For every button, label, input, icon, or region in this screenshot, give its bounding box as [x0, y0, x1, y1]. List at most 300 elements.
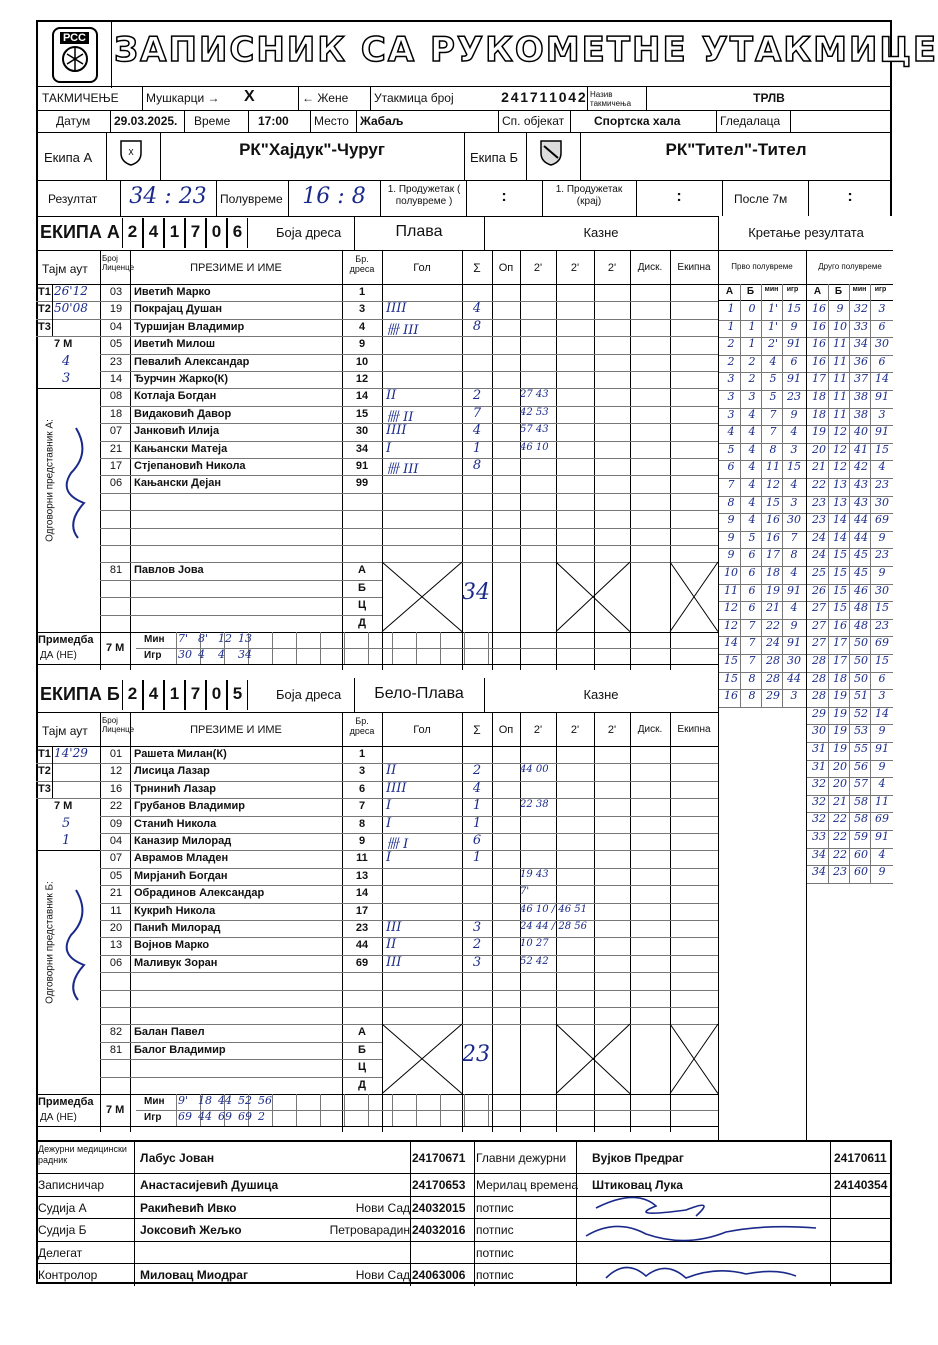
progress-cell: 6	[878, 671, 886, 685]
progress-cell: 15	[724, 654, 738, 667]
note-min-value: 56	[258, 1094, 272, 1107]
note-min-label: Мин	[144, 1096, 165, 1107]
license-number: 06	[109, 477, 123, 490]
progress-cell: 23	[875, 548, 889, 562]
goal-sum: 4	[472, 780, 482, 796]
progress-cell: 15	[787, 302, 801, 315]
progress-cell: 9	[727, 530, 735, 544]
player-row[interactable]	[36, 458, 718, 475]
note-igr-label: Игр	[144, 650, 162, 661]
player-name: Аврамов Младен	[134, 852, 229, 865]
note-label: Примедба	[38, 1096, 94, 1108]
progress-cell: 11	[766, 460, 780, 474]
official-name: Павлов Јова	[134, 564, 204, 577]
note-min-value: 44	[218, 1094, 232, 1107]
goal-sum: 2	[472, 937, 482, 953]
match-number-digit: 1	[539, 89, 548, 105]
progress-cell: 50	[854, 654, 868, 667]
player-row[interactable]	[36, 354, 718, 371]
progress-cell: 4	[769, 354, 777, 368]
license-number: 06	[109, 956, 123, 969]
progress-cell: 11	[833, 372, 847, 386]
progress-cell: 32	[854, 302, 868, 315]
official-role: Делегат	[38, 1245, 83, 1260]
progress-cell: 4	[748, 513, 756, 527]
score-progress-table	[718, 216, 892, 1140]
jersey-number: 3	[358, 303, 366, 316]
progress-col-igr: игр	[874, 286, 887, 293]
official-role: Б	[358, 581, 366, 594]
progress-cell: 4	[748, 442, 756, 456]
progress-cell: 2	[748, 354, 756, 368]
progress-cell: 26	[812, 583, 826, 597]
match-number-digit: 1	[520, 89, 529, 105]
progress-cell: 7	[727, 478, 735, 491]
progress-cell: 19	[833, 724, 847, 738]
progress-cell: 52	[854, 706, 868, 720]
progress-cell: 17	[833, 654, 847, 667]
player-row[interactable]	[36, 746, 718, 763]
jersey-number: 12	[355, 373, 369, 385]
date-label: Датум	[56, 114, 91, 128]
men-option: Мушкарци →	[146, 91, 220, 105]
progress-cell: 14	[833, 530, 847, 544]
player-name: Иветић Марко	[134, 286, 211, 298]
progress-cell: 27	[812, 636, 826, 650]
progress-cell: 1	[727, 302, 735, 315]
two-min-header: 2'	[533, 724, 543, 736]
license-number: 07	[109, 852, 123, 865]
player-name: Ђурчин Жарко(К)	[134, 373, 229, 385]
goal-sum: 1	[472, 440, 482, 456]
official-city: Петроварадин	[329, 1223, 410, 1237]
progress-cell: 38	[854, 390, 868, 403]
yes-no-label[interactable]: ДА (НЕ)	[40, 1112, 77, 1123]
progress-cell: 17	[766, 548, 780, 562]
goal-tally: 卌 III	[386, 322, 419, 338]
progress-cell: 0	[748, 302, 756, 315]
goal-tally: III	[386, 954, 402, 970]
progress-cell: 8	[727, 495, 735, 509]
progress-cell: 44	[854, 513, 868, 527]
progress-cell: 20	[833, 759, 847, 773]
progress-cell: 30	[812, 724, 826, 738]
progress-cell: 18	[812, 407, 826, 421]
svg-text:Х: Х	[128, 148, 134, 157]
penalty-time: 42 53	[520, 406, 549, 418]
timeout-header: Тајм аут	[42, 724, 88, 738]
ot1-end-score[interactable]: :	[676, 188, 682, 205]
official-license: 24170671	[412, 1151, 466, 1165]
player-name: Лисица Лазар	[134, 765, 210, 778]
license-number: 16	[109, 782, 123, 795]
place-label: Место	[314, 114, 349, 128]
progress-cell: 69	[875, 513, 889, 527]
progress-cell: 1	[727, 319, 735, 333]
player-row[interactable]	[36, 798, 718, 815]
timeout-label-t1: Т1	[38, 748, 51, 760]
two-min-header: 2'	[570, 724, 580, 736]
player-row[interactable]	[36, 510, 718, 527]
progress-cell: 9	[878, 530, 886, 544]
progress-cell: 14	[875, 372, 889, 386]
official-license: 81	[109, 1043, 123, 1056]
progress-cell: 30	[875, 337, 889, 351]
player-name: Трнинић Лазар	[134, 782, 217, 795]
handball-icon	[60, 44, 90, 74]
progress-cell: 9	[727, 548, 735, 562]
goal-sum: 7	[472, 405, 482, 421]
date-value: 29.03.2025.	[114, 114, 178, 128]
jersey-number: 1	[358, 286, 366, 298]
jersey-number: 13	[355, 869, 369, 882]
progress-cell: 18	[812, 390, 826, 403]
match-number-digit: 4	[510, 89, 519, 105]
jersey-number: 69	[355, 956, 369, 969]
progress-col-b: Б	[834, 286, 843, 297]
player-row[interactable]	[36, 284, 718, 301]
progress-cell: 19	[833, 689, 847, 703]
progress-cell: 17	[812, 372, 826, 386]
team-code-digit: 0	[206, 218, 227, 248]
player-row[interactable]	[36, 972, 718, 989]
progress-cell: 23	[812, 495, 826, 509]
progress-cell: 24	[812, 548, 826, 562]
match-record-sheet	[36, 20, 938, 1284]
progress-cell: 19	[833, 742, 847, 755]
goal-tally: 卌 III	[386, 462, 419, 477]
player-row[interactable]	[36, 319, 718, 336]
progress-cell: 6	[748, 601, 756, 615]
progress-cell: 91	[875, 830, 889, 843]
progress-cell: 6	[727, 460, 735, 474]
player-name: Каназир Милорад	[134, 835, 232, 847]
progress-cell: 14	[875, 706, 889, 720]
note-label: Примедба	[38, 634, 94, 646]
goal-sum: 8	[472, 318, 482, 334]
official-role: Д	[358, 1078, 366, 1091]
name-header: ПРЕЗИМЕ И ИМЕ	[190, 262, 282, 274]
official-role: Ц	[357, 1061, 367, 1074]
license-number: 04	[109, 320, 123, 333]
jersey-number: 11	[356, 852, 368, 865]
license-number: 21	[109, 442, 123, 455]
progress-cell: 24	[766, 636, 780, 650]
progress-cell: 42	[854, 460, 868, 474]
official-role: Дежурни медицински радник	[38, 1144, 127, 1165]
player-name: Кукрић Никола	[134, 904, 216, 917]
progress-cell: 59	[854, 830, 868, 843]
goal-header: Гол	[413, 724, 431, 736]
goal-tally: I	[386, 440, 392, 456]
progress-cell: 15	[833, 566, 847, 579]
progress-cell: 91	[787, 583, 801, 597]
sum-header: Σ	[473, 723, 481, 737]
official-city: Нови Сад	[355, 1200, 410, 1215]
player-name: Певалић Александар	[134, 355, 250, 368]
player-row[interactable]	[36, 885, 718, 902]
progress-cell: 12	[724, 618, 738, 632]
jersey-number: 14	[355, 887, 369, 900]
player-row[interactable]	[36, 493, 718, 510]
player-row[interactable]	[36, 850, 718, 867]
progress-cell: 13	[833, 495, 847, 509]
progress-cell: 19	[766, 583, 780, 597]
team-code-digit: 0	[206, 680, 227, 710]
goal-header: Гол	[413, 262, 431, 274]
progress-cell: 3	[790, 442, 798, 456]
progress-cell: 8	[748, 689, 756, 703]
progress-cell: 30	[875, 583, 889, 597]
progress-cell: 13	[833, 478, 847, 491]
time-value: 17:00	[258, 114, 289, 128]
progress-cell: 12	[833, 460, 847, 474]
progress-cell: 28	[766, 654, 780, 667]
match-no-label: Утакмица број	[374, 91, 454, 105]
progress-cell: 21	[812, 460, 826, 474]
progress-cell: 3	[727, 407, 735, 421]
jersey-number: 6	[358, 782, 366, 795]
progress-cell: 3	[727, 390, 735, 403]
penalties-header: Казне	[583, 687, 619, 702]
player-name: Кањански Матеја	[134, 442, 228, 455]
official-license2: 24170611	[834, 1151, 887, 1165]
progress-cell: 5	[769, 390, 777, 403]
player-row[interactable]	[36, 763, 718, 780]
jersey-number: 9	[358, 835, 366, 847]
official-name: Балан Павел	[134, 1026, 205, 1039]
player-row[interactable]	[36, 423, 718, 440]
official-role: Б	[358, 1043, 366, 1056]
license-number: 04	[109, 835, 123, 847]
seven-m-label: 7 М	[54, 338, 73, 351]
player-row[interactable]	[36, 937, 718, 954]
player-row[interactable]	[36, 990, 718, 1007]
result-label: Резултат	[48, 192, 98, 206]
yes-no-label[interactable]: ДА (НЕ)	[40, 650, 77, 661]
player-name: Иветић Милош	[134, 338, 216, 351]
team-total-goals: 34	[462, 580, 490, 606]
player-row[interactable]	[36, 833, 718, 850]
men-mark[interactable]: X	[244, 88, 255, 105]
progress-cell: 91	[787, 636, 801, 650]
two-min-header: 2'	[607, 724, 617, 736]
official-role2: потпис	[476, 1200, 514, 1215]
player-row[interactable]	[36, 475, 718, 492]
progress-cell: 30	[787, 654, 801, 667]
progress-cell: 43	[854, 495, 868, 509]
progress-cell: 37	[854, 372, 868, 386]
progress-cell: 40	[854, 425, 868, 439]
team-code-digit: 4	[143, 218, 164, 248]
player-name: Мирјанић Богдан	[134, 869, 228, 882]
player-row[interactable]	[36, 920, 718, 937]
timeout-time[interactable]: 14'29	[54, 746, 88, 760]
goal-sum: 8	[472, 458, 482, 473]
progress-cell: 12	[833, 442, 847, 456]
penalty-time: 44 00	[520, 764, 549, 776]
progress-cell: 2	[727, 354, 735, 368]
progress-cell: 24	[812, 530, 826, 544]
disq-header: Диск.	[637, 724, 663, 735]
sum-header: Σ	[473, 261, 481, 275]
player-row[interactable]	[36, 781, 718, 798]
progress-cell: 1	[748, 319, 756, 333]
penalty-time: 22 38	[520, 799, 549, 811]
timeout-time[interactable]: 50'08	[54, 301, 88, 316]
progress-cell: 10	[724, 566, 738, 579]
progress-col-min: мин	[852, 286, 867, 293]
penalty-time: 10 27	[520, 938, 549, 950]
goal-sum: 1	[472, 798, 482, 814]
player-name: Обрадинов Александар	[134, 887, 265, 900]
progress-cell: 2	[748, 372, 756, 386]
progress-cell: 3	[790, 495, 798, 509]
progress-cell: 10	[833, 319, 847, 333]
progress-col-min: мин	[764, 286, 779, 293]
player-row[interactable]	[36, 903, 718, 920]
goal-tally: 卌 II	[386, 409, 414, 425]
team-penalty-header: Екипна	[677, 262, 711, 273]
license-number: 21	[109, 887, 123, 900]
progress-cell: 60	[854, 865, 868, 879]
team-total-goals: 23	[462, 1042, 490, 1068]
progress-cell: 7	[748, 636, 756, 650]
final-score[interactable]: 34 : 23	[129, 184, 207, 209]
official-license: 81	[109, 564, 123, 577]
progress-cell: 14	[833, 513, 847, 527]
license-number: 05	[109, 338, 123, 351]
player-row[interactable]	[36, 441, 718, 458]
license-number: 12	[109, 765, 123, 778]
progress-cell: 91	[875, 425, 889, 439]
ot1-half-score[interactable]: :	[501, 188, 507, 205]
hall-label: Сп. објекат	[502, 114, 565, 128]
progress-cell: 4	[878, 460, 886, 474]
player-row[interactable]	[36, 545, 718, 562]
penalty-time: 7'	[520, 886, 530, 898]
goal-sum: 2	[472, 763, 482, 779]
competition-name: ТРЛВ	[753, 91, 785, 105]
progress-cell: 14	[724, 636, 738, 650]
player-row[interactable]	[36, 1007, 718, 1024]
goal-sum: 4	[472, 423, 482, 439]
note-min-label: Мин	[144, 634, 165, 645]
jersey-header: Бр. дреса	[349, 716, 375, 736]
player-name: Рашета Милан(К)	[134, 748, 227, 760]
player-row[interactable]	[36, 816, 718, 833]
official-role: Контролор	[38, 1268, 98, 1282]
progress-cell: 2	[727, 337, 735, 351]
team-code-digit: 4	[143, 680, 164, 710]
timeout-label-t2: Т2	[38, 765, 51, 778]
progress-cell: 16	[812, 337, 826, 351]
jersey-number: 91	[355, 460, 369, 472]
note-min-value: 8'	[198, 632, 209, 645]
official-name: Миловац Миодраг	[140, 1268, 248, 1282]
license-number: 09	[109, 817, 123, 830]
official-role: А	[358, 564, 366, 577]
progress-cell: 91	[875, 390, 889, 403]
progress-cell: 23	[812, 513, 826, 527]
two-min-header: 2'	[570, 262, 580, 274]
player-row[interactable]	[36, 406, 718, 423]
two-min-header: 2'	[533, 262, 543, 274]
official-license: 24032016	[412, 1223, 466, 1237]
note-7m-label: 7 М	[106, 642, 125, 654]
goal-tally: I	[386, 815, 392, 831]
note-min-value: 12	[218, 632, 232, 645]
player-row[interactable]	[36, 388, 718, 405]
progress-cell: 11	[833, 407, 847, 421]
note-igr-label: Игр	[144, 1112, 162, 1123]
player-row[interactable]	[36, 528, 718, 545]
progress-cell: 21	[833, 794, 847, 808]
jersey-number: 10	[355, 355, 369, 368]
progress-cell: 25	[812, 566, 826, 579]
jersey-number: 17	[355, 904, 369, 917]
note-min-value: 18	[198, 1094, 212, 1107]
timeout-time[interactable]: 26'12	[54, 284, 88, 298]
progress-cell: 48	[854, 601, 868, 615]
progress-cell: 15	[833, 583, 847, 597]
kit-color-value: Бело-Плава	[374, 685, 464, 702]
player-name: Станић Никола	[134, 817, 217, 830]
team-b-crest-icon	[538, 138, 564, 166]
progress-cell: 23	[875, 618, 889, 632]
progress-cell: 28	[812, 654, 826, 667]
seven-m-attempts: 5	[62, 815, 71, 831]
player-row[interactable]	[36, 371, 718, 388]
player-row[interactable]	[36, 336, 718, 353]
license-number: 01	[109, 748, 123, 760]
progress-cell: 15	[833, 548, 847, 562]
progress-cell: 4	[748, 495, 756, 509]
competition-name-label: Назив такмичења	[590, 90, 632, 108]
timeout-label-t3: Т3	[38, 320, 51, 333]
official-role: Судија Б	[38, 1223, 87, 1237]
progress-cell: 31	[812, 742, 826, 755]
team-penalty-header: Екипна	[677, 724, 711, 735]
progress-cell: 91	[787, 337, 801, 351]
team-code-digit: 2	[122, 218, 143, 248]
half-score[interactable]: 16 : 8	[302, 184, 366, 209]
progress-cell: 7	[769, 407, 777, 421]
player-row[interactable]	[36, 301, 718, 318]
officials-table	[36, 1140, 892, 1284]
progress-cell: 12	[724, 601, 738, 615]
penalty-time: 24 44 / 28 56	[520, 921, 587, 932]
progress-cell: 9	[878, 724, 886, 738]
progress-cell: 3	[727, 372, 735, 386]
progress-cell: 19	[833, 706, 847, 720]
progress-cell: 28	[812, 689, 826, 703]
official-license: 24032015	[412, 1200, 466, 1215]
penalties-header: Казне	[583, 225, 619, 240]
team-code-digit: 1	[164, 680, 185, 710]
progress-cell: 16	[724, 689, 738, 703]
after-7m-score[interactable]: :	[847, 188, 853, 205]
progress-col-a: А	[725, 286, 734, 297]
page-title: ЗАПИСНИК СА РУКОМЕТНЕ УТАКМИЦЕ	[114, 30, 938, 70]
progress-cell: 9	[790, 407, 798, 421]
player-row[interactable]	[36, 955, 718, 972]
progress-cell: 2'	[767, 337, 779, 351]
spectators-label: Гледалаца	[720, 114, 781, 128]
goal-tally: II	[386, 763, 397, 779]
team-code-digit: 1	[164, 218, 185, 248]
player-row[interactable]	[36, 868, 718, 885]
